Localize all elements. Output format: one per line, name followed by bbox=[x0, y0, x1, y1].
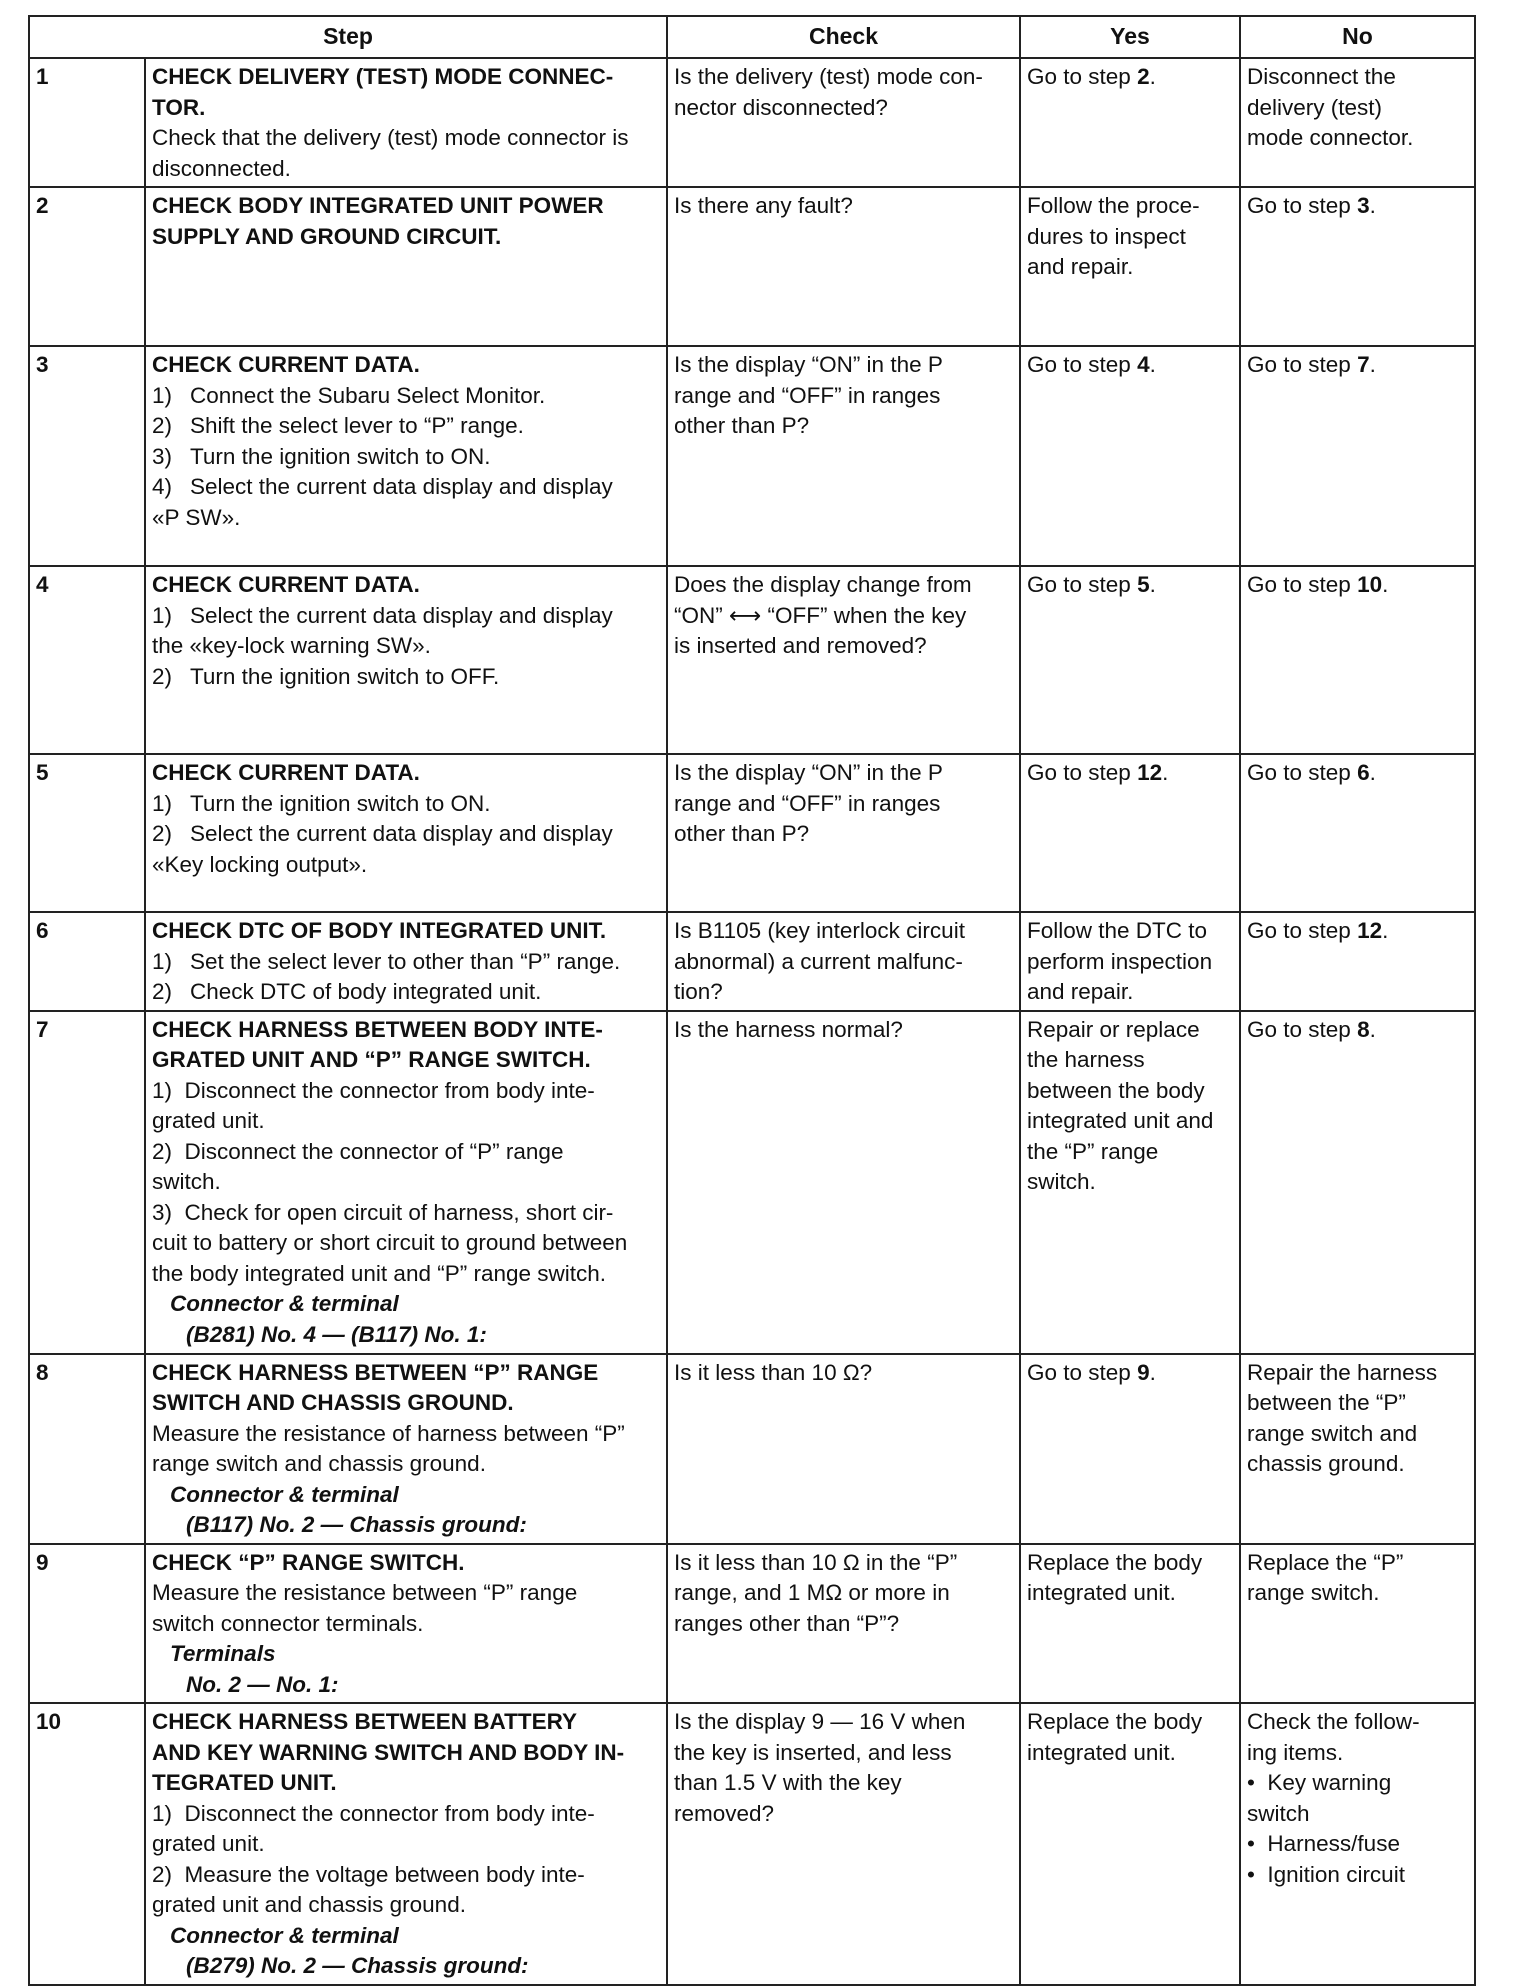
no-text: Go to step bbox=[1247, 572, 1358, 597]
step-title-line: CHECK BODY INTEGRATED UNIT POWER bbox=[152, 193, 604, 218]
no-cell bbox=[1240, 1011, 1475, 1354]
yes-text: Go to step bbox=[1027, 760, 1138, 785]
yes-line: dures to inspect bbox=[1027, 223, 1186, 249]
no-cell bbox=[1240, 754, 1475, 912]
yes-line: integrated unit and bbox=[1027, 1108, 1214, 1133]
yes-step-ref: 2 bbox=[1137, 64, 1150, 89]
step-title-line: CHECK “P” RANGE SWITCH. bbox=[152, 1549, 465, 1575]
yes-line: switch. bbox=[1027, 1169, 1096, 1194]
no-line: Replace the “P” bbox=[1247, 1549, 1404, 1575]
step-text-line: 1) Disconnect the connector from body inte- bbox=[152, 1800, 595, 1826]
step-row-1 bbox=[29, 58, 1475, 187]
step-procedure bbox=[145, 58, 667, 187]
step-number: 2 bbox=[29, 187, 145, 346]
step-text-line: 2) Measure the voltage between body inte- bbox=[152, 1861, 585, 1887]
check-line: than 1.5 V with the key bbox=[674, 1770, 902, 1795]
bullet-item: • Key warning bbox=[1247, 1768, 1468, 1799]
step-text-line: 3) Check for open circuit of harness, short cir- bbox=[152, 1199, 614, 1225]
check-line: range and “OFF” in ranges bbox=[674, 382, 941, 408]
check-line: “ON” ⟷ “OFF” when the key bbox=[674, 602, 967, 628]
yes-end: . bbox=[1149, 1359, 1156, 1385]
bullet-item: • Harness/fuse bbox=[1247, 1829, 1468, 1860]
no-end: . bbox=[1382, 572, 1389, 597]
yes-text: Go to step bbox=[1027, 64, 1138, 89]
no-line: Check the follow- bbox=[1247, 1709, 1420, 1734]
no-end: . bbox=[1369, 193, 1376, 218]
no-step-ref: 10 bbox=[1357, 572, 1383, 597]
check-cell bbox=[667, 187, 1020, 346]
step-text-line: «P SW». bbox=[152, 504, 241, 530]
terminals-value: No. 2 — No. 1: bbox=[186, 1671, 339, 1697]
step-text-line: the «key-lock warning SW». bbox=[152, 633, 431, 658]
step-procedure bbox=[145, 187, 667, 346]
step-procedure bbox=[145, 754, 667, 912]
no-cell bbox=[1240, 1354, 1475, 1544]
check-line: Is the harness normal? bbox=[674, 1016, 903, 1042]
yes-text: Go to step bbox=[1027, 1359, 1138, 1385]
step-number: 5 bbox=[29, 754, 145, 912]
yes-end: . bbox=[1162, 760, 1169, 785]
step-text-line: switch connector terminals. bbox=[152, 1610, 424, 1636]
step-procedure bbox=[145, 1354, 667, 1544]
no-end: . bbox=[1382, 918, 1389, 943]
step-text-line: «Key locking output». bbox=[152, 851, 368, 877]
check-line: range, and 1 MΩ or more in bbox=[674, 1580, 950, 1605]
substep: 1) Select the current data display and display bbox=[152, 602, 613, 628]
check-line: Is there any fault? bbox=[674, 193, 853, 218]
yes-line: the “P” range bbox=[1027, 1138, 1159, 1164]
no-cell bbox=[1240, 346, 1475, 566]
step-title-line: SUPPLY AND GROUND CIRCUIT. bbox=[152, 223, 502, 249]
no-step-ref: 12 bbox=[1357, 918, 1383, 943]
step-title-line: AND KEY WARNING SWITCH AND BODY IN- bbox=[152, 1739, 625, 1765]
step-title-line: CHECK HARNESS BETWEEN “P” RANGE bbox=[152, 1359, 599, 1385]
yes-cell bbox=[1020, 58, 1240, 187]
connector-value: (B117) No. 2 — Chassis ground: bbox=[186, 1512, 527, 1537]
substep: 2) Select the current data display and display bbox=[152, 821, 613, 846]
no-cell bbox=[1240, 912, 1475, 1011]
check-line: other than P? bbox=[674, 413, 810, 438]
step-text-line: Measure the resistance between “P” range bbox=[152, 1580, 578, 1605]
step-text-line: 1) Disconnect the connector from body inte- bbox=[152, 1077, 595, 1103]
bullet-item: • Ignition circuit bbox=[1247, 1860, 1468, 1891]
step-number: 8 bbox=[29, 1354, 145, 1544]
step-title-line: CHECK DELIVERY (TEST) MODE CONNEC- bbox=[152, 64, 614, 89]
substep: 2) Shift the select lever to “P” range. bbox=[152, 413, 524, 438]
no-line: range switch. bbox=[1247, 1580, 1380, 1605]
substep: 1) Turn the ignition switch to ON. bbox=[152, 790, 491, 816]
check-line: is inserted and removed? bbox=[674, 633, 927, 658]
yes-cell bbox=[1020, 1703, 1240, 1985]
check-line: Is the display “ON” in the P bbox=[674, 352, 943, 377]
check-cell bbox=[667, 1011, 1020, 1354]
no-step-ref: 7 bbox=[1357, 352, 1370, 377]
no-line: between the “P” bbox=[1247, 1390, 1406, 1415]
step-text-line: grated unit. bbox=[152, 1108, 265, 1133]
step-number: 9 bbox=[29, 1544, 145, 1704]
step-text-line: range switch and chassis ground. bbox=[152, 1451, 486, 1476]
step-text-line: disconnected. bbox=[152, 155, 291, 181]
no-cell bbox=[1240, 1703, 1475, 1985]
yes-line: integrated unit. bbox=[1027, 1739, 1176, 1765]
step-procedure bbox=[145, 912, 667, 1011]
no-line: Disconnect the bbox=[1247, 64, 1396, 89]
no-text: Go to step bbox=[1247, 760, 1358, 785]
yes-cell bbox=[1020, 1354, 1240, 1544]
no-line: mode connector. bbox=[1247, 125, 1414, 150]
check-cell bbox=[667, 58, 1020, 187]
yes-line: Follow the DTC to bbox=[1027, 918, 1208, 943]
yes-end: . bbox=[1149, 352, 1156, 377]
no-cell bbox=[1240, 1544, 1475, 1704]
header-check: Check bbox=[667, 16, 1020, 58]
check-line: Is it less than 10 Ω in the “P” bbox=[674, 1549, 958, 1575]
yes-cell bbox=[1020, 1011, 1240, 1354]
check-line: Is the display 9 — 16 V when bbox=[674, 1709, 966, 1734]
yes-line: Replace the body bbox=[1027, 1709, 1203, 1734]
check-line: the key is inserted, and less bbox=[674, 1739, 952, 1765]
check-line: ranges other than “P”? bbox=[674, 1610, 900, 1636]
no-text: Go to step bbox=[1247, 352, 1358, 377]
no-line: range switch and bbox=[1247, 1420, 1418, 1446]
check-cell bbox=[667, 912, 1020, 1011]
no-text: Go to step bbox=[1247, 918, 1358, 943]
check-cell bbox=[667, 1354, 1020, 1544]
substep: 1) Set the select lever to other than “P” range. bbox=[152, 948, 621, 974]
yes-line: the harness bbox=[1027, 1047, 1145, 1072]
header-yes: Yes bbox=[1020, 16, 1240, 58]
check-line: abnormal) a current malfunc- bbox=[674, 948, 963, 974]
step-title-line: SWITCH AND CHASSIS GROUND. bbox=[152, 1390, 514, 1415]
diagnostic-table bbox=[28, 15, 1476, 1986]
step-number: 3 bbox=[29, 346, 145, 566]
substep: 3) Turn the ignition switch to ON. bbox=[152, 443, 491, 469]
step-text-line: Measure the resistance of harness between “P” bbox=[152, 1420, 625, 1446]
step-row-8 bbox=[29, 1354, 1475, 1544]
yes-step-ref: 5 bbox=[1137, 572, 1150, 597]
step-number: 1 bbox=[29, 58, 145, 187]
check-line: tion? bbox=[674, 979, 723, 1004]
step-text-line: grated unit. bbox=[152, 1831, 265, 1856]
yes-cell bbox=[1020, 912, 1240, 1011]
step-text-line: 2) Disconnect the connector of “P” range bbox=[152, 1138, 564, 1164]
no-step-ref: 8 bbox=[1357, 1016, 1370, 1042]
step-row-5 bbox=[29, 754, 1475, 912]
connector-value: (B281) No. 4 — (B117) No. 1: bbox=[186, 1321, 487, 1347]
step-procedure bbox=[145, 566, 667, 754]
yes-line: and repair. bbox=[1027, 254, 1134, 279]
yes-cell bbox=[1020, 1544, 1240, 1704]
check-line: nector disconnected? bbox=[674, 94, 888, 120]
yes-step-ref: 12 bbox=[1137, 760, 1163, 785]
step-row-4 bbox=[29, 566, 1475, 754]
check-line: range and “OFF” in ranges bbox=[674, 790, 941, 816]
check-cell bbox=[667, 1544, 1020, 1704]
step-title-line: CHECK HARNESS BETWEEN BODY INTE- bbox=[152, 1016, 603, 1042]
yes-line: between the body bbox=[1027, 1077, 1205, 1103]
step-row-3 bbox=[29, 346, 1475, 566]
check-cell bbox=[667, 1703, 1020, 1985]
no-line: Repair the harness bbox=[1247, 1359, 1438, 1385]
step-number: 4 bbox=[29, 566, 145, 754]
step-text-line: switch. bbox=[152, 1169, 221, 1194]
yes-line: Follow the proce- bbox=[1027, 193, 1200, 218]
terminals-label: Terminals bbox=[170, 1641, 276, 1666]
bullet-continuation: switch bbox=[1247, 1800, 1310, 1826]
yes-cell bbox=[1020, 187, 1240, 346]
step-title-line: TEGRATED UNIT. bbox=[152, 1770, 337, 1795]
yes-cell bbox=[1020, 566, 1240, 754]
substep: 2) Check DTC of body integrated unit. bbox=[152, 979, 542, 1004]
step-number: 10 bbox=[29, 1703, 145, 1985]
no-cell bbox=[1240, 187, 1475, 346]
yes-text: Go to step bbox=[1027, 572, 1138, 597]
step-procedure bbox=[145, 1544, 667, 1704]
yes-end: . bbox=[1149, 64, 1156, 89]
step-title-line: CHECK HARNESS BETWEEN BATTERY bbox=[152, 1709, 578, 1734]
step-text-line: grated unit and chassis ground. bbox=[152, 1892, 466, 1917]
no-end: . bbox=[1369, 1016, 1376, 1042]
step-title-line: TOR. bbox=[152, 94, 206, 120]
check-line: Is the delivery (test) mode con- bbox=[674, 64, 983, 89]
header-row bbox=[29, 16, 1475, 58]
step-number: 6 bbox=[29, 912, 145, 1011]
substep: 2) Turn the ignition switch to OFF. bbox=[152, 663, 500, 689]
yes-text: Go to step bbox=[1027, 352, 1138, 377]
no-step-ref: 6 bbox=[1357, 760, 1370, 785]
bullet-list bbox=[1247, 1768, 1468, 1890]
step-row-9 bbox=[29, 1544, 1475, 1704]
check-line: Does the display change from bbox=[674, 572, 972, 597]
no-line: chassis ground. bbox=[1247, 1451, 1405, 1476]
no-cell bbox=[1240, 58, 1475, 187]
step-number: 7 bbox=[29, 1011, 145, 1354]
substep: 4) Select the current data display and display bbox=[152, 474, 613, 499]
connector-value: (B279) No. 2 — Chassis ground: bbox=[186, 1953, 529, 1978]
step-procedure bbox=[145, 346, 667, 566]
no-line: delivery (test) bbox=[1247, 94, 1383, 120]
step-text-line: the body integrated unit and “P” range switch. bbox=[152, 1260, 607, 1286]
check-line: removed? bbox=[674, 1800, 775, 1826]
yes-cell bbox=[1020, 346, 1240, 566]
no-text: Go to step bbox=[1247, 1016, 1358, 1042]
yes-cell bbox=[1020, 754, 1240, 912]
check-line: Is it less than 10 Ω? bbox=[674, 1359, 873, 1385]
connector-label: Connector & terminal bbox=[170, 1922, 399, 1948]
check-cell bbox=[667, 566, 1020, 754]
yes-line: integrated unit. bbox=[1027, 1580, 1176, 1605]
step-row-7 bbox=[29, 1011, 1475, 1354]
step-title-line: CHECK DTC OF BODY INTEGRATED UNIT. bbox=[152, 918, 607, 943]
yes-line: and repair. bbox=[1027, 979, 1134, 1004]
step-title-line: CHECK CURRENT DATA. bbox=[152, 572, 420, 597]
check-line: Is B1105 (key interlock circuit bbox=[674, 918, 965, 943]
step-row-2 bbox=[29, 187, 1475, 346]
no-cell bbox=[1240, 566, 1475, 754]
yes-end: . bbox=[1149, 572, 1156, 597]
yes-step-ref: 9 bbox=[1137, 1359, 1150, 1385]
step-text-line: Check that the delivery (test) mode connector is bbox=[152, 125, 629, 150]
step-row-6 bbox=[29, 912, 1475, 1011]
yes-line: perform inspection bbox=[1027, 948, 1213, 974]
check-line: other than P? bbox=[674, 821, 810, 846]
no-line: ing items. bbox=[1247, 1739, 1344, 1765]
no-end: . bbox=[1369, 760, 1376, 785]
step-text-line: cuit to battery or short circuit to ground between bbox=[152, 1230, 628, 1255]
check-cell bbox=[667, 754, 1020, 912]
substep: 1) Connect the Subaru Select Monitor. bbox=[152, 382, 546, 408]
no-text: Go to step bbox=[1247, 193, 1358, 218]
yes-step-ref: 4 bbox=[1137, 352, 1150, 377]
no-end: . bbox=[1369, 352, 1376, 377]
step-procedure bbox=[145, 1703, 667, 1985]
yes-line: Repair or replace bbox=[1027, 1016, 1200, 1042]
step-title-line: CHECK CURRENT DATA. bbox=[152, 352, 420, 377]
no-step-ref: 3 bbox=[1357, 193, 1370, 218]
yes-line: Replace the body bbox=[1027, 1549, 1203, 1575]
header-step: Step bbox=[29, 16, 667, 58]
step-procedure bbox=[145, 1011, 667, 1354]
header-no: No bbox=[1240, 16, 1475, 58]
step-title-line: CHECK CURRENT DATA. bbox=[152, 760, 420, 785]
check-line: Is the display “ON” in the P bbox=[674, 760, 943, 785]
step-row-10 bbox=[29, 1703, 1475, 1985]
step-title-line: GRATED UNIT AND “P” RANGE SWITCH. bbox=[152, 1047, 591, 1072]
check-cell bbox=[667, 346, 1020, 566]
connector-label: Connector & terminal bbox=[170, 1481, 399, 1507]
connector-label: Connector & terminal bbox=[170, 1291, 399, 1316]
